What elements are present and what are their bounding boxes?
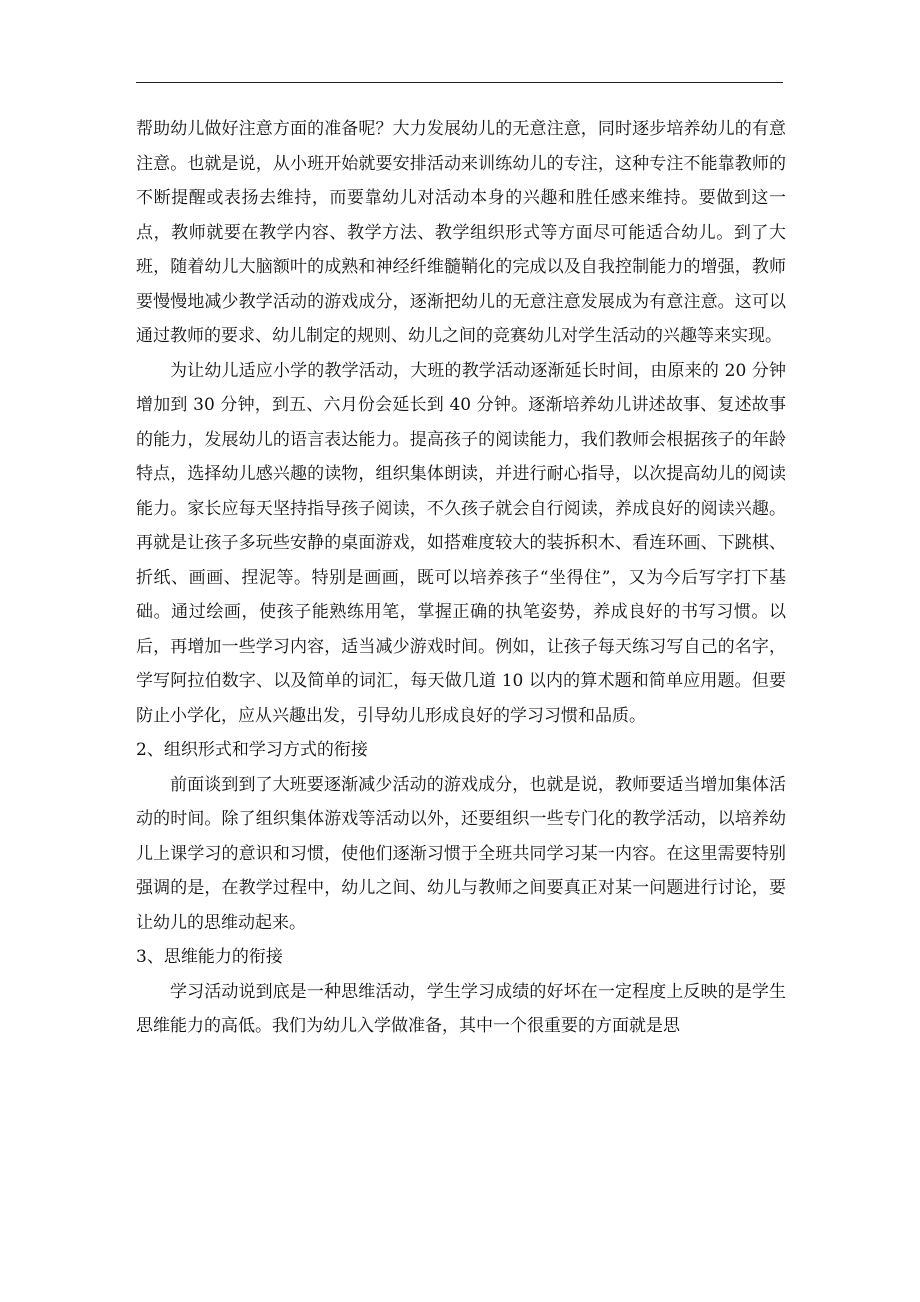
paragraph-activity-time: 为让幼儿适应小学的教学活动，大班的教学活动逐渐延长时间，由原来的 20 分钟增加到 30 分钟，到五、六月份会延长到 40 分钟。逐渐培养幼儿讲述故事、复述故事的能力，发展幼儿的语言表达能力。提高孩子的阅读能力，我们教师会根据孩子的年龄特点，选择幼儿感兴趣的读物，组织集体朗读，并进行耐心指导，以次提高幼儿的阅读能力。家长应每天坚持指导孩子阅读，不久孩子就会自行阅读，养成良好的阅读兴趣。再就是让孩子多玩些安静的桌面游戏，如搭难度较大的装拆积木、看连环画、下跳棋、折纸、画画、捏泥等。特别是画画，既可以培养孩子“坐得住”，又为今后写字打下基础。通过绘画，使孩子能熟练用笔，掌握正确的执笔姿势，养成良好的书写习惯。以后，再增加一些学习内容，适当减少游戏时间。例如，让孩子每天练习写自己的名字，学写阿拉伯数字、以及简单的词汇，每天做几道 10 以内的算术题和简单应用题。但要防止小学化，应从兴趣出发，引导幼儿形成良好的学习习惯和品质。 [136,360,786,726]
section-heading-organization: 2、组织形式和学习方式的衔接 [136,740,368,760]
document-body [136,112,786,1044]
section-heading-thinking: 3、思维能力的衔接 [136,947,283,967]
paragraph-attention: 帮助幼儿做好注意方面的准备呢？大力发展幼儿的无意注意，同时逐步培养幼儿的有意注意。也就是说，从小班开始就要安排活动来训练幼儿的专注，这种专注不能靠教师的不断提醒或表扬去维持，而要靠幼儿对活动本身的兴趣和胜任感来维持。要做到这一点，教师就要在教学内容、教学方法、教学组织形式等方面尽可能适合幼儿。到了大班，随着幼儿大脑额叶的成熟和神经纤维髓鞘化的完成以及自我控制能力的增强，教师要慢慢地减少教学活动的游戏成分，逐渐把幼儿的无意注意发展成为有意注意。这可以通过教师的要求、幼儿制定的规则、幼儿之间的竞赛幼儿对学生活动的兴趣等来实现。 [136,119,786,346]
paragraph-thinking: 学习活动说到底是一种思维活动，学生学习成绩的好坏在一定程度上反映的是学生思维能力的高低。我们为幼儿入学做准备，其中一个很重要的方面就是思 [136,981,786,1036]
header-rule [136,82,783,83]
paragraph-organization: 前面谈到到了大班要逐渐减少活动的游戏成分，也就是说，教师要适当增加集体活动的时间。除了组织集体游戏等活动以外，还要组织一些专门化的教学活动，以培养幼儿上课学习的意识和习惯，使他们逐渐习惯于全班共同学习某一内容。在这里需要特别强调的是，在教学过程中，幼儿之间、幼儿与教师之间要真正对某一问题进行讨论，要让幼儿的思维动起来。 [136,774,786,933]
